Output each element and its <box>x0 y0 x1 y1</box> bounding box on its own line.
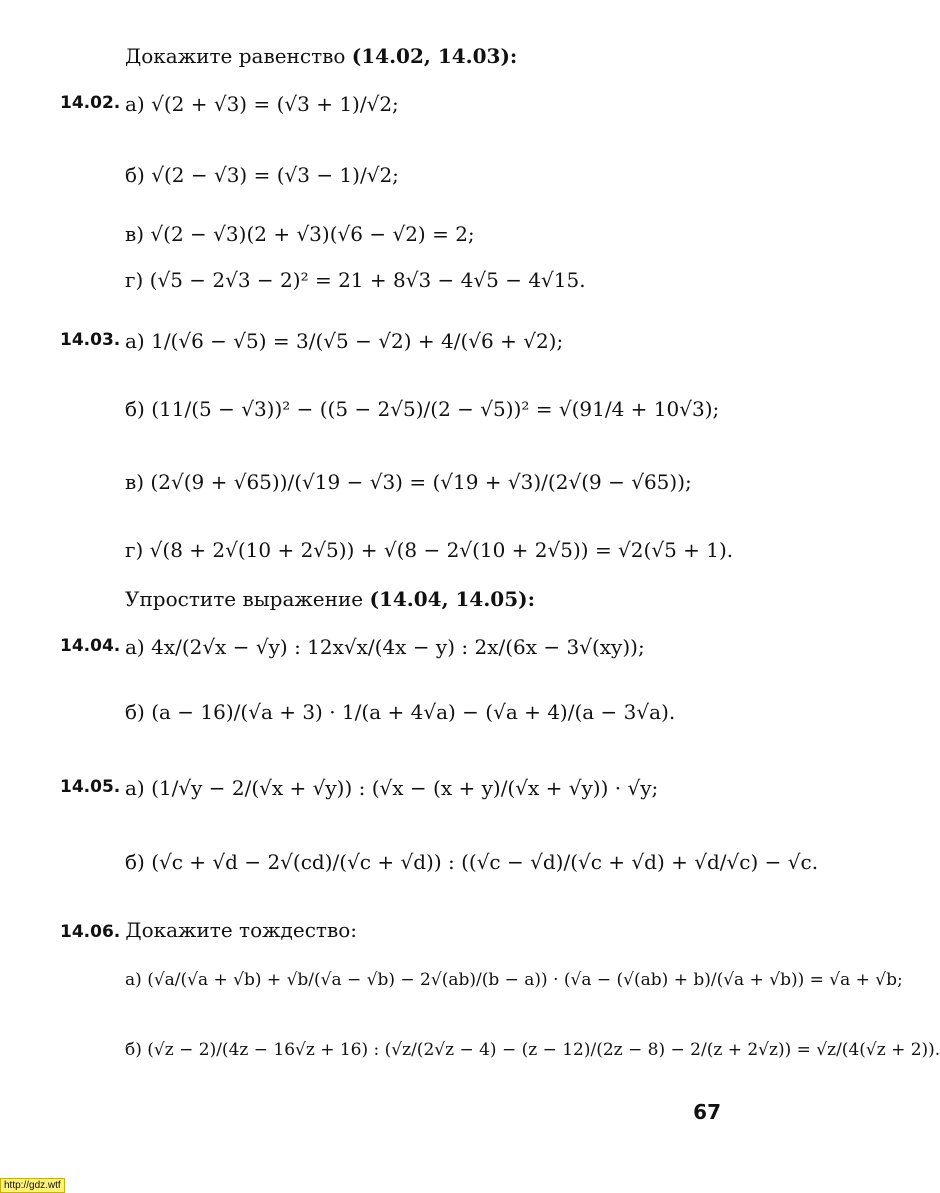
site-label[interactable]: http://gdz.wtf <box>0 1178 65 1193</box>
problem-14-03-b: б) (11/(5 − √3))² − ((5 − 2√5)/(2 − √5))² = √(91/4 + 10√3); <box>125 397 720 421</box>
problem-14-03-d: г) √(8 + 2√(10 + 2√5)) + √(8 − 2√(10 + 2√5)) = √2(√5 + 1). <box>125 538 734 562</box>
problem-14-06-a: а) (√a/(√a + √b) + √b/(√a − √b) − 2√(ab)/(b − a)) · (√a − (√(ab) + b)/(√a + √b)) = √a + √b; <box>125 970 903 990</box>
problem-14-02-c: в) √(2 − √3)(2 + √3)(√6 − √2) = 2; <box>125 222 475 246</box>
problem-14-02-a: а) √(2 + √3) = (√3 + 1)/√2; <box>125 92 399 116</box>
problem-14-03-a: а) 1/(√6 − √5) = 3/(√5 − √2) + 4/(√6 + √2); <box>125 329 564 353</box>
problem-14-05-b: б) (√c + √d − 2√(cd)/(√c + √d)) : ((√c − √d)/(√c + √d) + √d/√c) − √c. <box>125 850 819 874</box>
heading-prove-equality: Докажите равенство (14.02, 14.03): <box>125 44 518 68</box>
problem-14-05: 14.05. <box>60 777 121 797</box>
problem-14-02-d: г) (√5 − 2√3 − 2)² = 21 + 8√3 − 4√5 − 4√15. <box>125 268 586 292</box>
problem-14-05-a: а) (1/√y − 2/(√x + √y)) : (√x − (x + y)/(√x + √y)) · √y; <box>125 776 659 800</box>
problem-14-02-b: б) √(2 − √3) = (√3 − 1)/√2; <box>125 163 399 187</box>
problem-14-04-a: а) 4x/(2√x − √y) : 12x√x/(4x − y) : 2x/(6x − 3√(xy)); <box>125 635 645 659</box>
problem-14-03-c: в) (2√(9 + √65))/(√19 − √3) = (√19 + √3)/(2√(9 − √65)); <box>125 470 692 494</box>
problem-14-04-b: б) (a − 16)/(√a + 3) · 1/(a + 4√a) − (√a + 4)/(a − 3√a). <box>125 700 676 724</box>
problem-14-03: 14.03. <box>60 330 121 350</box>
problem-14-04: 14.04. <box>60 636 121 656</box>
page-number: 67 <box>693 1100 721 1124</box>
problem-14-06-b: б) (√z − 2)/(4z − 16√z + 16) : (√z/(2√z − 4) − (z − 12)/(2z − 8) − 2/(z + 2√z)) = √z/(4(√z + 2)). <box>125 1040 940 1060</box>
problem-14-02: 14.02. <box>60 93 121 113</box>
problem-14-06: 14.06. Докажите тождество: <box>60 918 357 942</box>
heading-simplify: Упростите выражение (14.04, 14.05): <box>125 587 535 611</box>
